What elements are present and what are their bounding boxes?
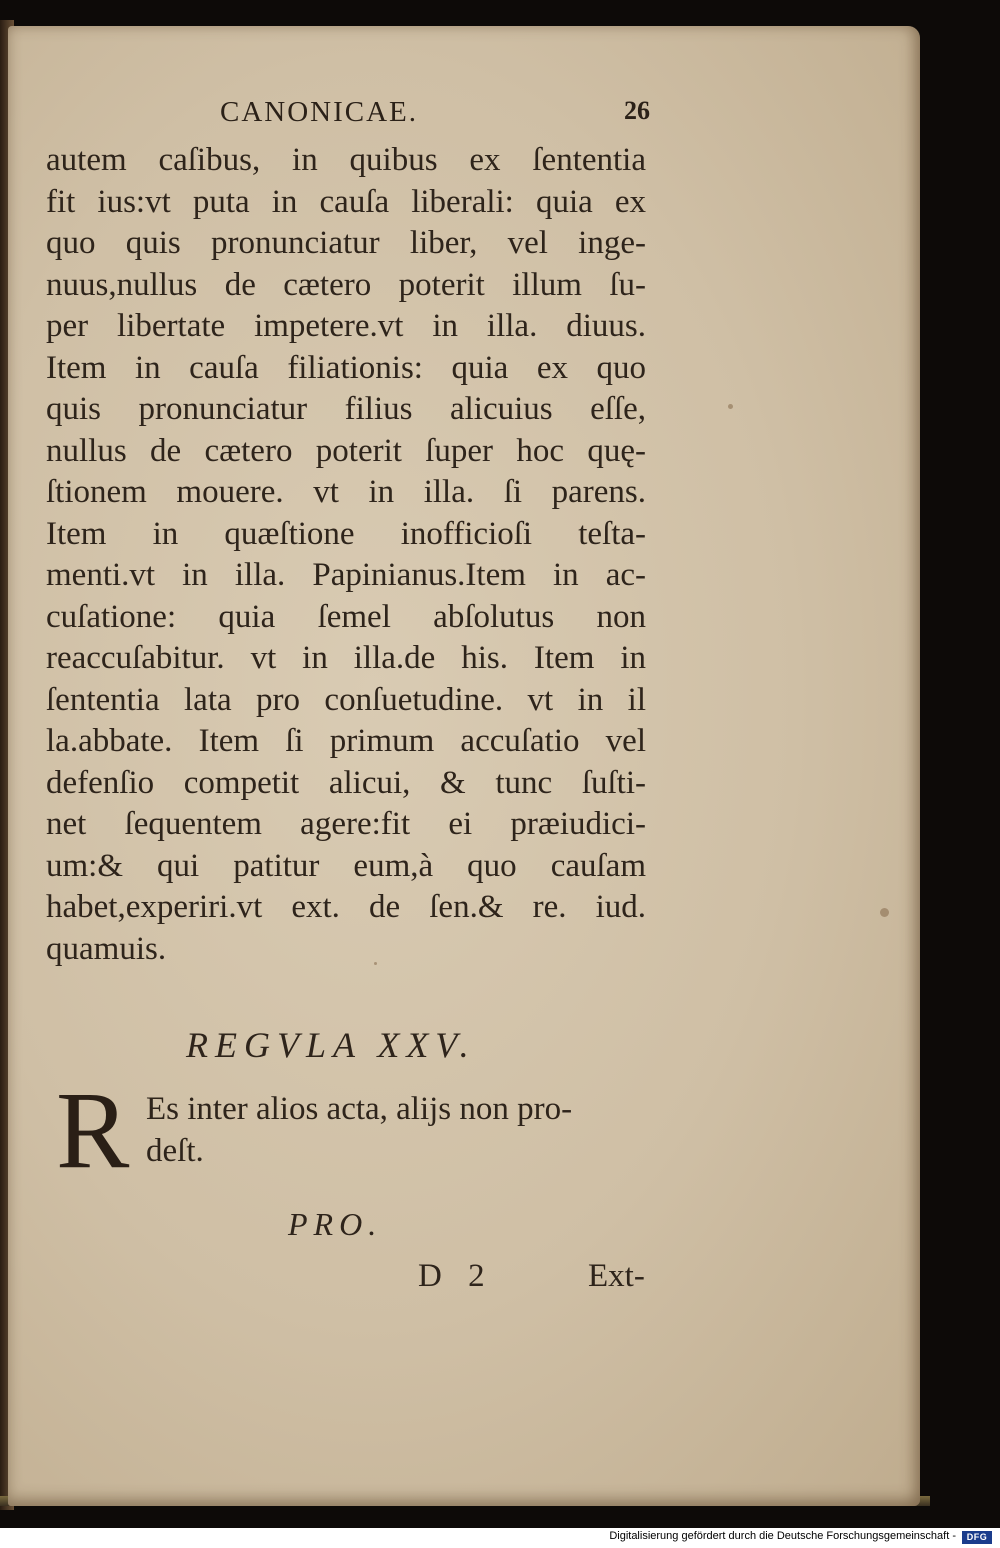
text-line: autem caſibus, in quibus ex ſententia [46, 142, 646, 178]
dfg-logo: DFG [962, 1531, 992, 1544]
proof-heading: PRO. [288, 1206, 383, 1242]
rule-text [56, 1069, 656, 1191]
text-line: ſtionem mouere. vt in illa. ſi parens. [46, 474, 646, 510]
rule-line: Es inter alios acta, alijs non pro- [146, 1091, 573, 1127]
running-head: CANONICAE. [220, 96, 419, 128]
text-line: per libertate impetere.vt in illa. diuus. [46, 308, 646, 344]
text-line: nullus de cætero poterit ſuper hoc quę- [46, 432, 646, 469]
rule-line: deſt. [146, 1133, 204, 1169]
text-line: Item in quæſtione inofficioſi teſta- [46, 515, 646, 552]
text-line: habet,experiri.vt ext. de ſen.& re. iud. [46, 889, 646, 925]
text-line: Item in cauſa filiationis: quia ex quo [46, 349, 646, 386]
body-text [46, 140, 646, 970]
signature-mark: D 2 [418, 1258, 485, 1294]
text-line: nuus,nullus de cætero poterit illum ſu- [46, 266, 646, 303]
drop-cap: R [56, 1069, 130, 1191]
text-line: defenſio competit alicui, & tunc ſuſti- [46, 764, 646, 801]
text-line: reaccuſabitur. vt in illa.de his. Item in [46, 640, 646, 676]
text-line: cuſatione: quia ſemel abſolutus non [46, 598, 646, 635]
text-line: la.abbate. Item ſi primum accuſatio vel [46, 723, 646, 759]
text-line: quis pronunciatur filius alicuius eſſe, [46, 391, 646, 427]
text-line: net ſequentem agere:fit ei præiudici- [46, 806, 646, 842]
text-line: quo quis pronunciatur liber, vel inge- [46, 225, 646, 261]
footer-bar [0, 1528, 1000, 1548]
page-header [220, 96, 650, 136]
text-line: menti.vt in illa. Papinianus.Item in ac- [46, 557, 646, 593]
text-line: quamuis. [46, 930, 167, 967]
text-line: ſententia lata pro conſuetudine. vt in il [46, 681, 646, 718]
paper-speck [880, 908, 889, 917]
page-number: 26 [624, 96, 650, 125]
text-line: um:& qui patitur eum,à quo cauſam [46, 847, 646, 884]
rule-heading: REGVLA XXV. [186, 1025, 476, 1065]
paper-speck [728, 404, 733, 409]
catchword: Ext- [588, 1258, 645, 1294]
funding-credit: Digitalisierung gefördert durch die Deutsche Forschungsgemeinschaft - [609, 1530, 956, 1542]
text-line: fit ius:vt puta in cauſa liberali: quia ex [46, 183, 646, 220]
